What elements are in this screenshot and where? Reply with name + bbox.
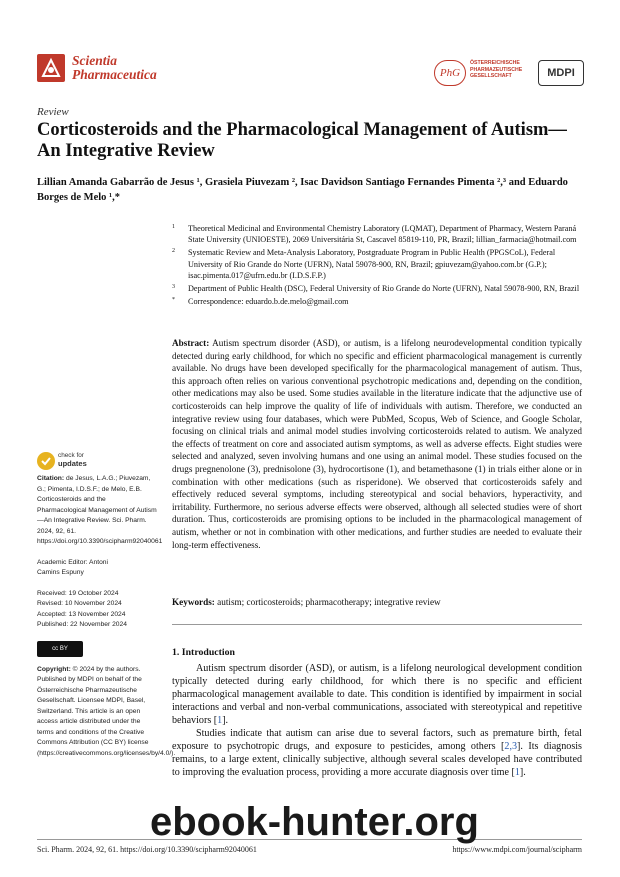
keywords-label: Keywords:: [172, 597, 215, 607]
citation-link[interactable]: 1: [217, 715, 223, 726]
affiliation-text: Department of Public Health (DSC), Federal University of Rio Grande do Norte (UFRN), Natal 59078-900, RN, Brazil: [188, 284, 580, 294]
publisher-logo[interactable]: MDPI: [538, 60, 584, 86]
copyright-text: © 2024 by the authors. Published by MDPI on behalf of the Österreichische Pharmazeutische Gesellschaft. Licensee MDPI, Basel, Switzerland. This article is an open access article distributed under the terms and conditions of the Creative Commons Attribution (CC BY) license (https://creativecommons.org/licenses/by/4.0/).: [37, 665, 176, 757]
society-name-line2: PHARMAZEUTISCHE: [470, 66, 523, 73]
phg-logo: PhG: [434, 60, 466, 86]
article-title: Corticosteroids and the Pharmacological Management of Autism—An Integrative Review: [37, 120, 567, 161]
abstract: [172, 337, 582, 551]
affiliation-item: [172, 223, 582, 245]
journal-name-line2: Pharmaceutica: [72, 67, 157, 82]
affiliation-item: [172, 283, 582, 294]
correspondence: [172, 296, 582, 307]
abstract-label: Abstract:: [172, 338, 210, 348]
society-name-line3: GESELLSCHAFT: [470, 73, 512, 79]
sidebar: [37, 474, 176, 769]
paragraph-text: Autism spectrum disorder (ASD), or autism, is a lifelong neurological development condition typically detected during early childhood, for which there is no specific and efficient pharmacological management available to date. This condition is identified by impairment in social interactions and verbal and non-verbal communications, associated with stereotypical and repetitive behaviors [: [172, 663, 582, 726]
published-date: Published: 22 November 2024: [37, 621, 127, 628]
check-line1: check for: [58, 452, 84, 459]
cc-license-icon[interactable]: cc BY: [37, 641, 83, 657]
check-for-updates-icon[interactable]: [37, 452, 55, 470]
affiliations: [172, 223, 582, 309]
intro-paragraph-1: [172, 662, 582, 727]
affiliation-number: *: [172, 297, 175, 304]
accepted-date: Accepted: 13 November 2024: [37, 610, 126, 618]
journal-name[interactable]: [72, 54, 212, 82]
paragraph-text: Studies indicate that autism can arise due to several factors, such as premature birth, fetal exposure to psychotropic drugs, and exposure to pesticides, among others [: [172, 728, 582, 752]
affiliation-text: Correspondence: eduardo.b.de.melo@gmail.com: [188, 297, 349, 307]
paragraph-text: ]. Its diagnosis remains, to a large extent, clinically subjective, although several scales developed have contributed to improving the evaluation process, providing a more accurate diagnosis over time [: [172, 741, 582, 778]
introduction-body: [172, 662, 582, 779]
check-for-updates-button[interactable]: [58, 452, 87, 467]
keywords-text: autism; corticosteroids; pharmacotherapy; integrative review: [217, 597, 441, 607]
affiliation-text: Systematic Review and Meta-Analysis Laboratory, Postgraduate Program in Public Health (PPGSCoL), Federal University of Rio Grande do Norte (UFRN), Natal 59078-900, RN, Brazil; gpiuvezam@yahoo.com.br (G.P.); isac.pimenta.017@ufrn.edu.br (I.D.S.F.P.): [188, 248, 556, 280]
citation-link[interactable]: 1: [514, 767, 520, 778]
revised-date: Revised: 10 November 2024: [37, 600, 122, 607]
watermark: ebook-hunter.org: [150, 800, 479, 844]
journal-logo-icon: [37, 54, 65, 82]
section-divider: [172, 624, 582, 625]
affiliation-number: 3: [172, 284, 175, 291]
citation-link[interactable]: 2,3: [504, 741, 518, 752]
dates-block: [37, 589, 157, 631]
affiliation-number: 2: [172, 248, 175, 255]
footer-journal-link[interactable]: https://www.mdpi.com/journal/scipharm: [452, 845, 582, 854]
copyright-block: [37, 665, 176, 760]
affiliation-number: 1: [172, 224, 175, 230]
paragraph-text: ].: [222, 715, 229, 726]
copyright-label: Copyright:: [37, 665, 71, 673]
received-date: Received: 19 October 2024: [37, 589, 119, 597]
section-heading: 1. Introduction: [172, 647, 235, 658]
society-name-line1: ÖSTERREICHISCHE: [470, 60, 520, 66]
footer-citation[interactable]: Sci. Pharm. 2024, 92, 61. https://doi.org/10.3390/scipharm92040061: [37, 845, 257, 854]
abstract-text: Autism spectrum disorder (ASD), or autism, is a lifelong neurodevelopmental condition typically detected during early childhood, for which no specific and efficient pharmacological management is currently available. No drugs have been developed specifically for the pharmacological management of autism. Thus, this approach often relies on various conventional psychotropic medications and, depending on the condition, other medications may also be used. Some studies available in the literature indicate that the adjunctive use of corticosteroids can help improve the quality of life of individuals with autism. Therefore, we conducted an integrative review using four databases, which were PubMed, Scopus, Web of Science, and Google Scholar, focusing on clinical trials and animal model studies involving corticosteroids related to autism. We analyzed the effects of treatment on core and associated autism symptoms, as well as adverse effects. Eight studies were selected and analyzed, seven involving humans and one using an animal model. These studies focused on the drugs pregnenolone (3), prednisolone (3), hydrocortisone (1), and betamethasone (1) in trials either alone or in combination with other medications (such as risperidone). We observed that corticosteroids safely and effectively reduced several symptoms, including stereotypical and social behaviors, hyperactivity, and irritability. Furthermore, no serious adverse effects were observed, although all selected studies were of short duration. Thus, corticosteroids are promising options to be included in the pharmacological management of autism, whether or not in combination with other medications, and further studies are needed to evaluate their long-term effectiveness.: [172, 338, 582, 550]
editor-label: Academic Editor: Antoni: [37, 558, 108, 566]
keywords: [172, 596, 582, 609]
editor-name: Camins Espuny: [37, 569, 84, 576]
paragraph-text: ].: [519, 767, 526, 778]
citation-text: de Jesus, L.A.G.; Piuvezam, G.; Pimenta, I.D.S.F.; de Melo, E.B. Corticosteroids and the Pharmacological Management of Autism—An Integrative Review. Sci. Pharm. 2024, 92, 61. https://doi.org/10.3390/scipharm92040061: [37, 475, 163, 545]
check-line2: updates: [58, 458, 87, 468]
affiliation-text: Theoretical Medicinal and Environmental Chemistry Laboratory (LQMAT), Department of Pharmacy, Western Paraná State University (UNIOESTE), 2069 Universitária St, Cascavel 85819-110, PR, Brazil; lillian_farmacia@hotmail.com: [188, 224, 577, 245]
article-type: Review: [37, 106, 69, 118]
journal-name-line1: Scientia: [72, 53, 118, 68]
affiliation-item: [172, 247, 582, 281]
citation-block: [37, 474, 163, 548]
academic-editor: [37, 558, 157, 579]
author-list: Lillian Amanda Gabarrão de Jesus ¹, Grasiela Piuvezam ², Isac Davidson Santiago Fernandes Pimenta ²,³ and Eduardo Borges de Melo ¹,*: [37, 177, 568, 203]
society-name: [470, 60, 540, 80]
intro-paragraph-2: [172, 727, 582, 779]
citation-label: Citation:: [37, 475, 65, 482]
